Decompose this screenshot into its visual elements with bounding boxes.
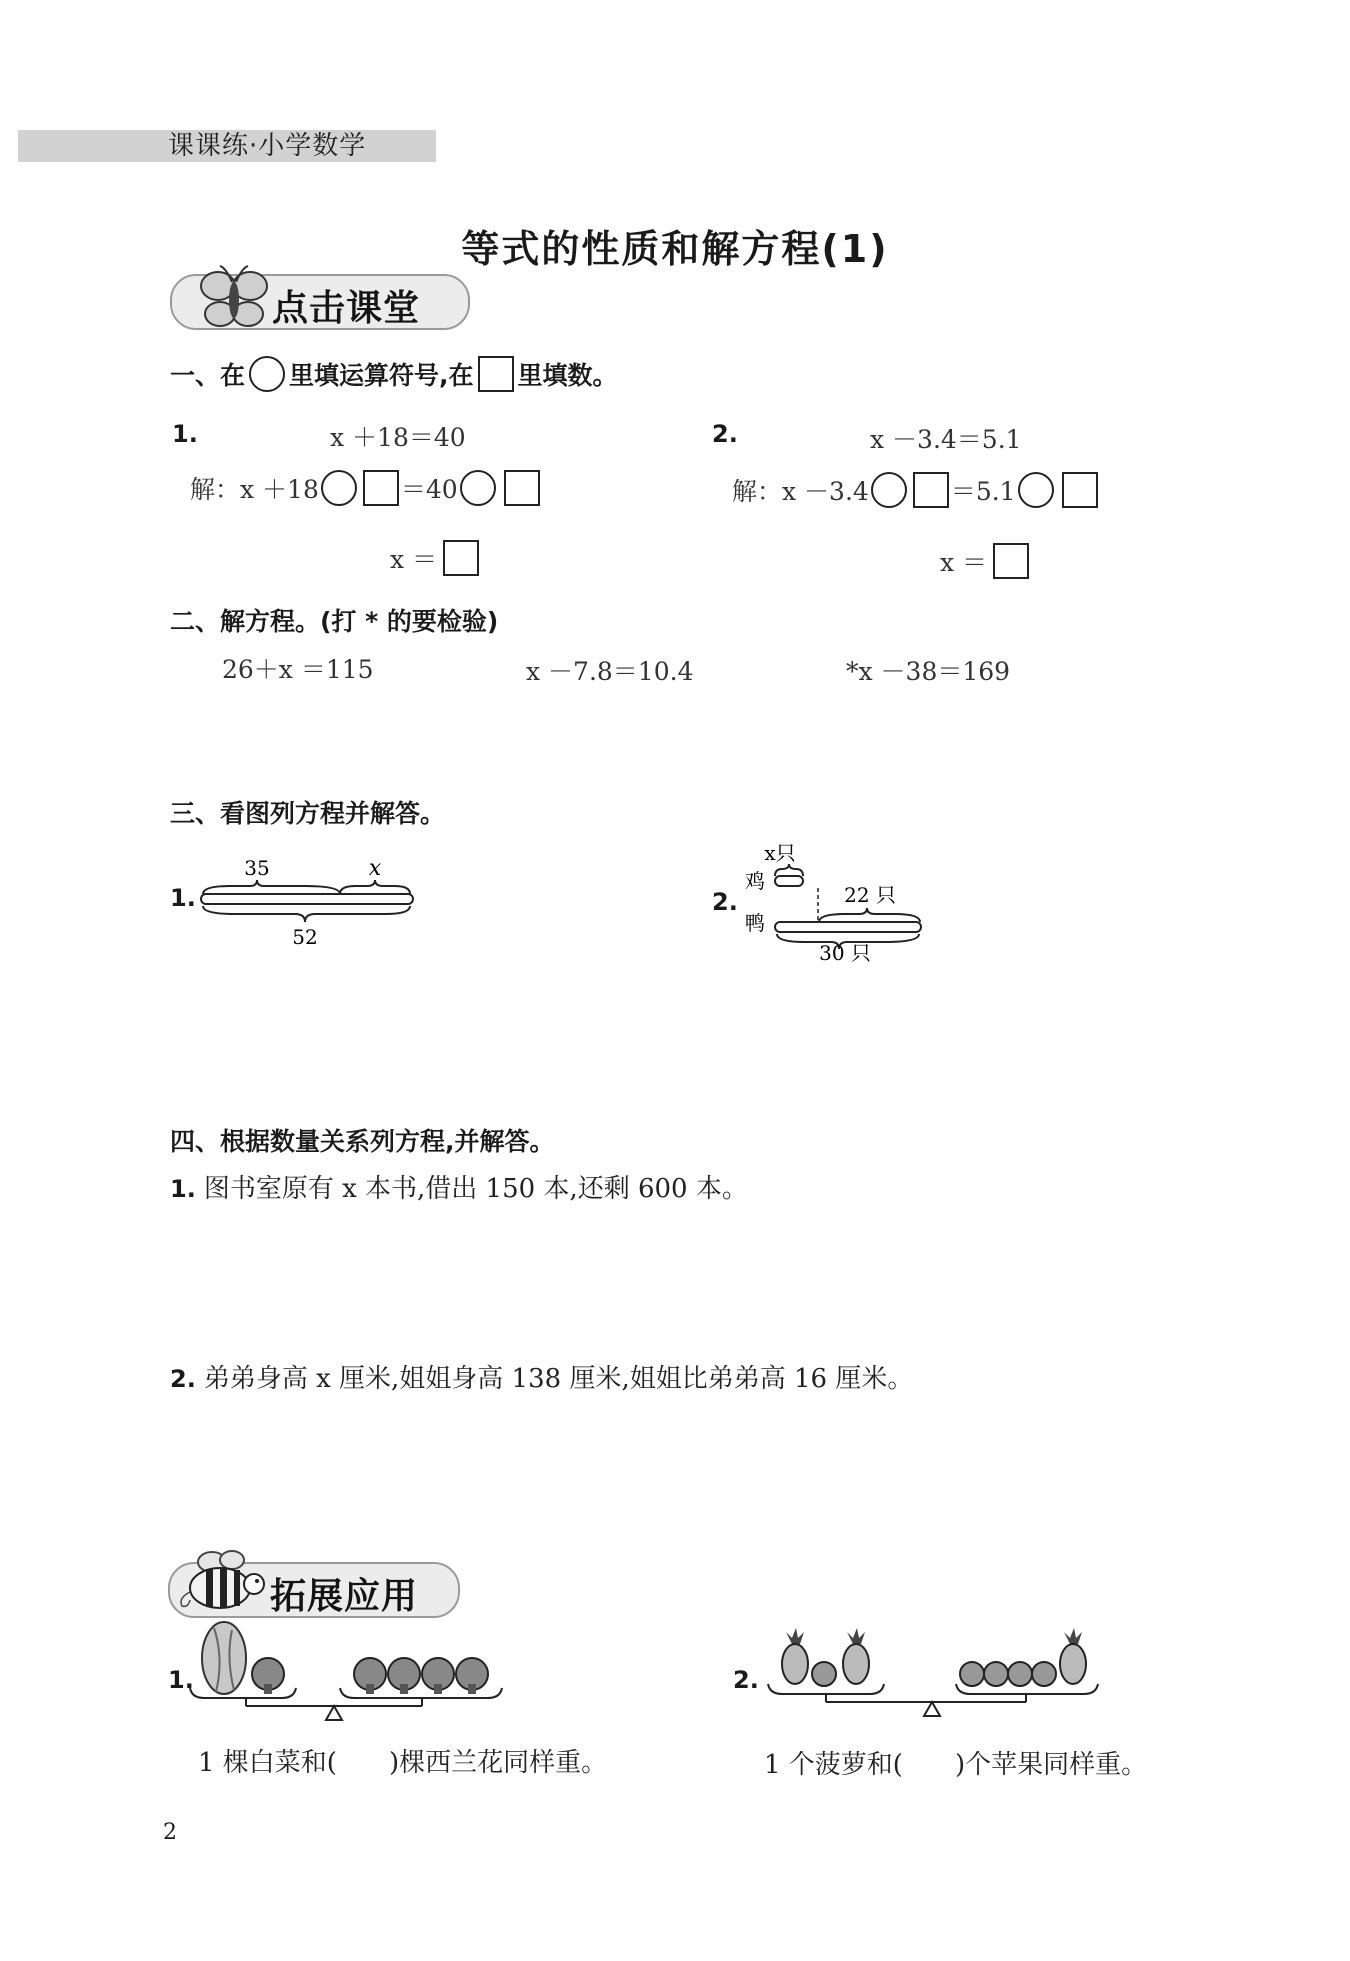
fulcrum <box>924 1702 940 1716</box>
equation-1: 26＋x ＝115 <box>222 655 374 684</box>
banner-title-1: 点击课堂 <box>272 288 421 329</box>
equation-2: x －7.8＝10.4 <box>526 657 694 686</box>
diagram1-brace-a <box>203 880 340 894</box>
pineapple-icon <box>782 1628 808 1684</box>
q1-2-solution <box>732 472 1098 508</box>
q1-2-result-box[interactable] <box>993 543 1029 579</box>
q4-2-text: 弟弟身高 x 厘米,姐姐身高 138 厘米,姐姐比弟弟高 16 厘米。 <box>203 1364 914 1394</box>
q1-1-op-circle-1[interactable] <box>321 470 357 506</box>
diagram2-mid-label: 22 只 <box>844 883 896 907</box>
duck-label: 鸭 <box>745 911 765 935</box>
duck-bar <box>775 922 921 932</box>
pineapple-icon <box>1060 1628 1086 1684</box>
apple-icon <box>1032 1662 1056 1686</box>
q1-1-result <box>390 540 479 576</box>
q1-1-number: 1. <box>172 420 198 448</box>
diagram1 <box>195 850 425 950</box>
diagram2 <box>735 836 955 966</box>
diagram1-label-a: 35 <box>244 856 270 880</box>
broccoli-icon <box>354 1658 386 1694</box>
cabbage-icon <box>202 1622 246 1694</box>
section1-end: 里填数。 <box>517 361 618 390</box>
q1-2-op-circle-2[interactable] <box>1018 472 1054 508</box>
circle-symbol <box>249 356 285 392</box>
diagram2-brace-top <box>775 864 803 876</box>
square-symbol <box>478 356 514 392</box>
apple-icon <box>960 1662 984 1686</box>
q1-2-result <box>940 543 1029 579</box>
q1-1-equation: x ＋18＝40 <box>330 423 466 452</box>
left-pan <box>190 1688 296 1698</box>
diagram1-brace-b <box>340 880 410 894</box>
diagram2-total: 30 只 <box>819 941 871 965</box>
q1-1-op-circle-2[interactable] <box>460 470 496 506</box>
balance-scale-2 <box>760 1628 1120 1732</box>
section1-mid: 里填运算符号,在 <box>289 361 474 390</box>
diagram1-number: 1. <box>170 884 196 912</box>
q1-1-num-box-1[interactable] <box>363 470 399 506</box>
apple-icon <box>984 1662 1008 1686</box>
broccoli-icon <box>252 1658 284 1694</box>
q4-1-text: 图书室原有 x 本书,借出 150 本,还剩 600 本。 <box>203 1174 748 1204</box>
diagram1-bar <box>201 894 413 904</box>
chicken-bar <box>775 876 803 886</box>
fulcrum <box>326 1706 342 1720</box>
q1-1-result-box[interactable] <box>443 540 479 576</box>
apple-icon <box>1008 1662 1032 1686</box>
equation-3: *x －38＝169 <box>846 657 1011 686</box>
butterfly-icon <box>196 260 272 336</box>
q1-1-num-box-2[interactable] <box>504 470 540 506</box>
q1-1-sol-right: ＝40 <box>400 475 458 504</box>
q1-2-op-circle-1[interactable] <box>871 472 907 508</box>
header-label: 课课练·小学数学 <box>168 131 367 161</box>
q4-1-number: 1. <box>170 1175 196 1203</box>
q4-2 <box>170 1358 913 1395</box>
q1-2-sol-right: ＝5.1 <box>950 477 1016 506</box>
q1-2-number: 2. <box>712 420 738 448</box>
pineapple-icon <box>843 1628 869 1684</box>
q4-2-number: 2. <box>170 1365 196 1393</box>
banner-title-2: 拓展应用 <box>270 1576 419 1617</box>
section1-label: 一、在 <box>170 361 246 390</box>
diagram1-total: 52 <box>292 925 318 949</box>
q1-2-equation: x －3.4＝5.1 <box>870 425 1022 454</box>
broccoli-icon <box>456 1658 488 1694</box>
page-number: 2 <box>163 1820 177 1845</box>
q1-2-num-box-1[interactable] <box>913 472 949 508</box>
q1-1-result-label: x ＝ <box>390 545 438 574</box>
page-title: 等式的性质和解方程(1) <box>461 227 889 271</box>
section4-heading: 四、根据数量关系列方程,并解答。 <box>170 1127 555 1156</box>
diagram1-brace-total <box>203 906 410 922</box>
chicken-label: 鸡 <box>745 869 765 893</box>
section2-heading: 二、解方程。(打 * 的要检验) <box>170 607 499 636</box>
bee-icon <box>176 1548 266 1618</box>
diagram1-label-b: x <box>368 856 382 881</box>
q1-1-sol-left: 解：x ＋18 <box>190 475 319 504</box>
q1-1-solution <box>190 470 540 506</box>
ext-q1-text: 1 棵白菜和( )棵西兰花同样重。 <box>198 1748 608 1778</box>
q4-1 <box>170 1168 748 1205</box>
q1-2-sol-left: 解：x －3.4 <box>732 477 869 506</box>
balance-scale-1 <box>186 1618 526 1728</box>
diagram2-brace-mid <box>819 908 920 922</box>
ext-q2-number: 2. <box>733 1666 759 1694</box>
diagram2-top-label: x只 <box>764 841 796 865</box>
diagram2-number: 2. <box>712 888 738 916</box>
broccoli-icon <box>422 1658 454 1694</box>
broccoli-icon <box>388 1658 420 1694</box>
ext-q1-number: 1. <box>168 1666 194 1694</box>
q1-2-num-box-2[interactable] <box>1062 472 1098 508</box>
section3-heading: 三、看图列方程并解答。 <box>170 799 446 828</box>
apple-icon <box>812 1662 836 1686</box>
q1-2-result-label: x ＝ <box>940 548 988 577</box>
section1-heading <box>170 356 618 392</box>
ext-q2-text: 1 个菠萝和( )个苹果同样重。 <box>764 1750 1148 1780</box>
